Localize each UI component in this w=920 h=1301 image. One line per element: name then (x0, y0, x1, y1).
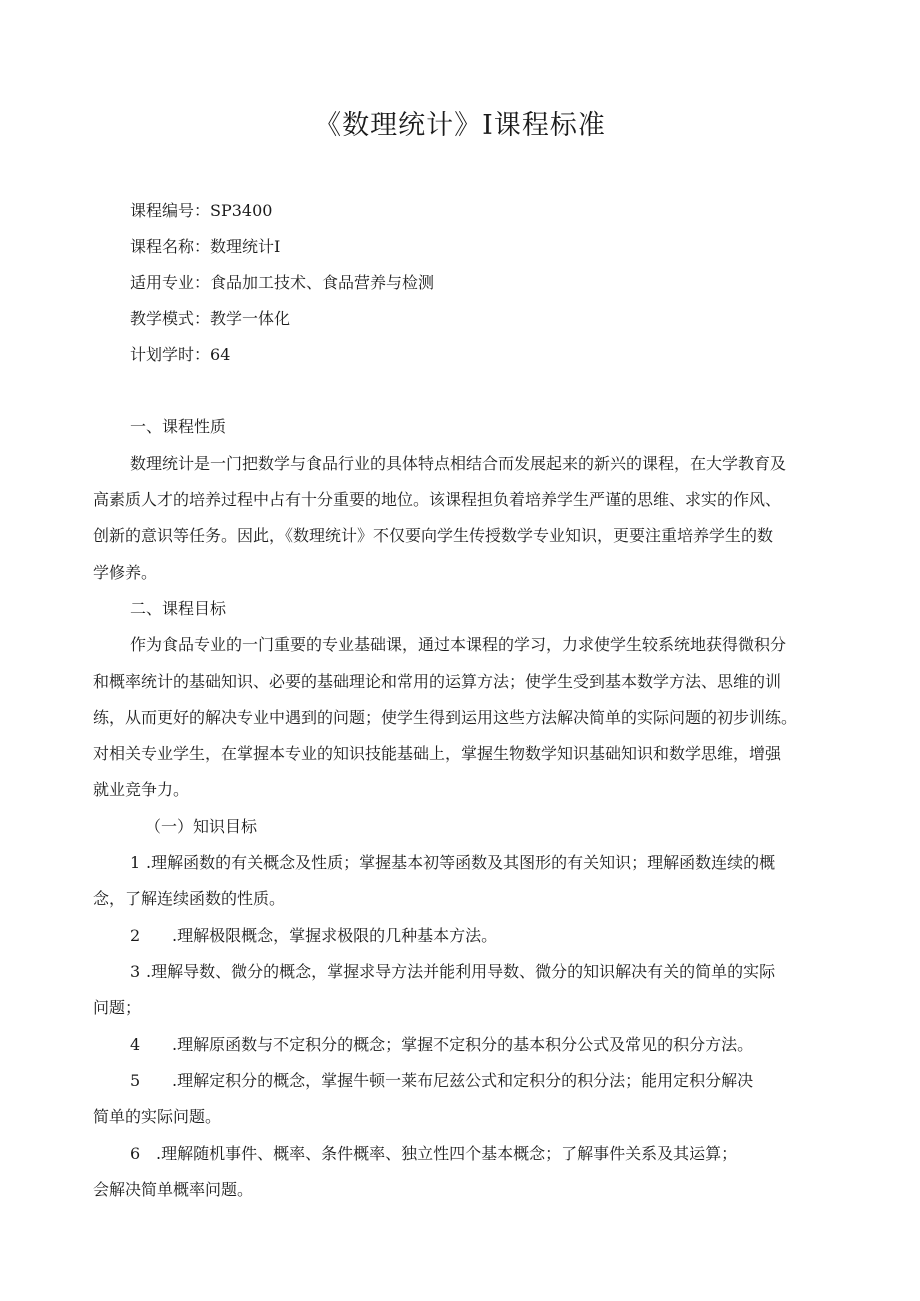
paragraph-line: 数理统计是一门把数学与食品行业的具体特点相结合而发展起来的新兴的课程，在大学教育及 (130, 454, 787, 473)
meta-label: 课程编号： (130, 201, 211, 220)
list-item-number: 5 (130, 1071, 141, 1090)
list-item (130, 1069, 753, 1093)
meta-course-code (130, 199, 272, 223)
list-item-continuation: 问题； (93, 998, 142, 1017)
list-item-number: 4 (130, 1035, 141, 1054)
meta-value: SP3400 (210, 201, 273, 220)
paragraph-line: 创新的意识等任务。因此，《数理统计》不仅要向学生传授数学专业知识，更要注重培养学生的数 (93, 526, 774, 545)
list-item-text: .理解极限概念，掌握求极限的几种基本方法。 (172, 926, 498, 945)
list-item-number: 2 (130, 926, 141, 945)
meta-value: 教学一体化 (210, 309, 291, 328)
meta-value: 食品加工技术、食品营养与检测 (210, 273, 435, 292)
meta-label: 适用专业： (130, 273, 211, 292)
meta-value: 64 (210, 345, 231, 364)
list-item (130, 1033, 753, 1057)
list-item-text: .理解原函数与不定积分的概念；掌握不定积分的基本积分公式及常见的积分方法。 (172, 1035, 754, 1054)
list-item-text: .理解导数、微分的概念，掌握求导方法并能利用导数、微分的知识解决有关的简单的实际 (146, 962, 776, 981)
list-item-number: 3 (130, 962, 141, 981)
paragraph-line: 和概率统计的基础知识、必要的基础理论和常用的运算方法；使学生受到基本数学方法、思维的训 (93, 672, 782, 691)
list-item-continuation: 简单的实际问题。 (93, 1107, 222, 1126)
paragraph-line: 练，从而更好的解决专业中遇到的问题；使学生得到运用这些方法解决简单的实际问题的初步训练。 (93, 708, 798, 727)
list-item-number: 6 (130, 1144, 141, 1163)
paragraph-line: 学修养。 (93, 563, 158, 582)
section-heading-course-goals: 二、课程目标 (130, 599, 227, 618)
paragraph-line: 作为食品专业的一门重要的专业基础课，通过本课程的学习，力求使学生较系统地获得微积分 (130, 635, 787, 654)
list-item-text: .理解函数的有关概念及性质；掌握基本初等函数及其图形的有关知识；理解函数连续的概 (146, 853, 776, 872)
document-title: 《数理统计》Ⅰ课程标准 (314, 110, 606, 141)
meta-hours (130, 343, 230, 367)
meta-course-name (130, 235, 280, 259)
paragraph-line: 对相关专业学生，在掌握本专业的知识技能基础上，掌握生物数学知识基础知识和数学思维，增强 (93, 744, 782, 763)
list-item (130, 960, 775, 984)
list-item (130, 851, 775, 875)
meta-major (130, 271, 434, 295)
list-item-continuation: 念，了解连续函数的性质。 (93, 889, 286, 908)
list-item-continuation: 会解决简单概率问题。 (93, 1180, 254, 1199)
list-item-text: .理解随机事件、概率、条件概率、独立性四个基本概念；了解事件关系及其运算； (156, 1144, 738, 1163)
list-item (130, 1142, 737, 1166)
meta-label: 教学模式： (130, 309, 211, 328)
paragraph-line: 高素质人才的培养过程中占有十分重要的地位。该课程担负着培养学生严谨的思维、求实的作风、 (93, 490, 782, 509)
list-item (130, 924, 497, 948)
subsection-heading-knowledge-goals: （一）知识目标 (145, 817, 258, 836)
meta-label: 课程名称： (130, 237, 211, 256)
list-item-number: 1 (130, 853, 141, 872)
meta-teaching-mode (130, 307, 290, 331)
list-item-text: .理解定积分的概念，掌握牛顿一莱布尼兹公式和定积分的积分法；能用定积分解决 (172, 1071, 754, 1090)
meta-value: 数理统计Ⅰ (210, 237, 281, 256)
meta-label: 计划学时： (130, 345, 211, 364)
section-heading-course-nature: 一、课程性质 (130, 417, 227, 436)
paragraph-line: 就业竞争力。 (93, 780, 190, 799)
